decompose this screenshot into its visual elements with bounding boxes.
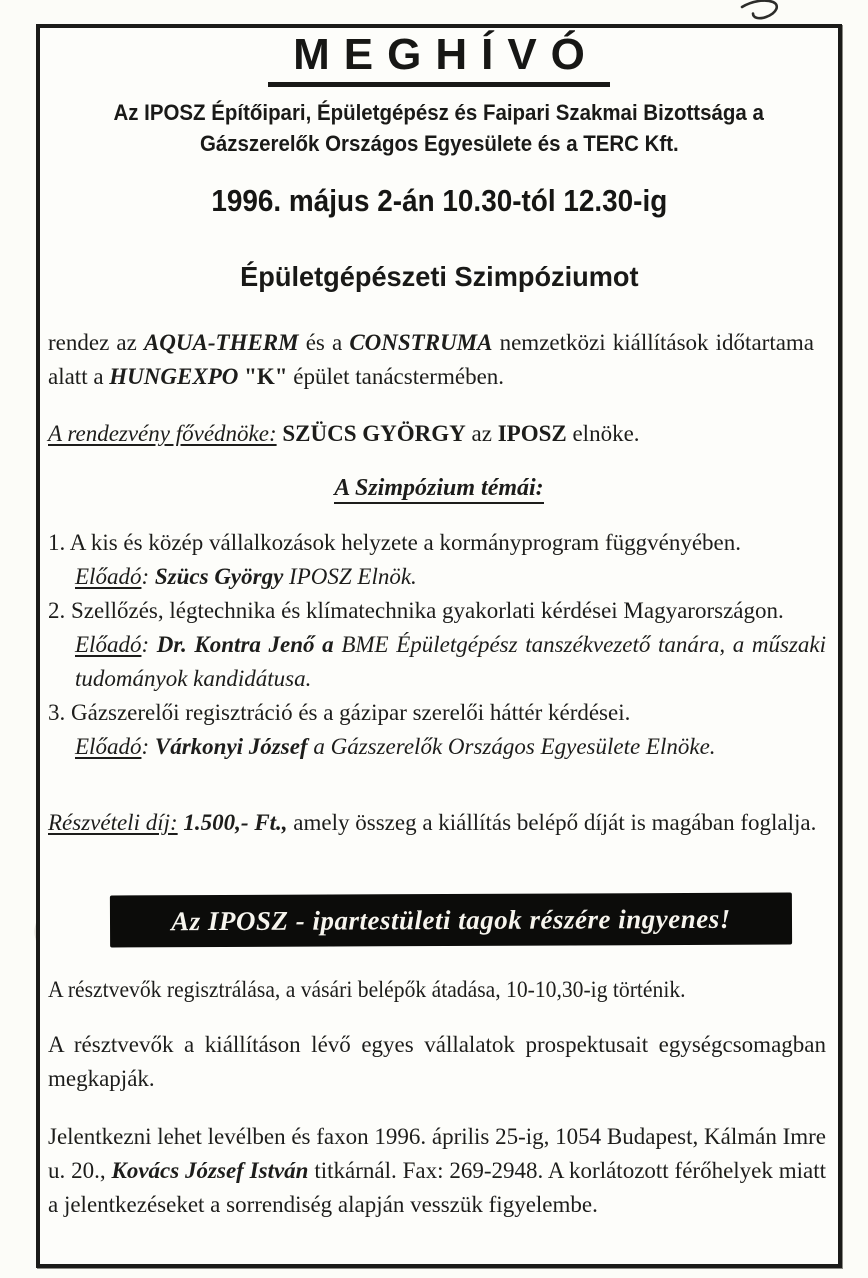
text-segment: Szücs György	[154, 564, 284, 589]
registration-line-block	[48, 973, 826, 1007]
event-date-line: 1996. május 2-án 10.30-tól 12.30-ig	[211, 183, 667, 218]
text-segment: és a	[298, 330, 350, 355]
text-segment: Előadó	[75, 564, 142, 589]
text-segment: A rendezvény fővédnöke:	[48, 421, 277, 446]
text-segment: :	[141, 734, 155, 759]
text-segment: Jelentkezni lehet levélben és faxon 1996. április 25-ig, 1054 Budapest, Kálmán Imre u. 20.,	[48, 1124, 826, 1183]
text-segment: CONSTRUMA	[349, 330, 493, 355]
text-segment: HUNGEXPO	[109, 364, 239, 389]
text-segment: 3.	[48, 700, 71, 725]
topic-title	[48, 696, 826, 730]
free-for-members-banner	[110, 893, 792, 948]
organizer-line-1: Az IPOSZ Építőipari, Épületgépész és Faipari Szakmai Bizottsága a	[113, 100, 765, 125]
text-segment: épület tanácstermében.	[287, 364, 505, 389]
text-segment: az	[465, 421, 498, 446]
text-segment: SZÜCS GYÖRGY	[282, 421, 466, 446]
title-underline	[268, 82, 610, 87]
text-segment: Kovács József István	[111, 1158, 309, 1183]
text-segment: :	[141, 564, 155, 589]
topic-speaker	[48, 730, 826, 764]
text-segment: amely összeg a kiállítás belépő díját is magában foglalja.	[287, 810, 817, 835]
text-segment: A kis és közép vállalkozások helyzete a kormányprogram függvényében.	[69, 530, 741, 555]
topic-title	[48, 594, 826, 628]
text-segment: 2.	[48, 598, 71, 623]
topic-item	[48, 594, 826, 696]
event-date-line-block	[40, 183, 838, 219]
text-segment: Részvételi díj:	[48, 810, 178, 835]
text-segment: rendez az	[48, 330, 144, 355]
organizer-line-2: Gázszerelők Országos Egyesülete és a TERC Kft.	[199, 131, 679, 156]
event-title-block	[40, 261, 838, 293]
text-segment: nemzetközi kiállítások időtartama alatt a	[48, 330, 815, 389]
document-title: MEGHÍVÓ	[293, 30, 599, 79]
text-segment: Előadó	[75, 734, 142, 759]
topics-heading: A Szimpózium témái:	[334, 475, 543, 504]
text-segment: AQUA-THERM	[143, 330, 299, 355]
document-content	[40, 28, 838, 1264]
registration-line: A résztvevők regisztrálása, a vásári belépők átadása, 10-10,30-ig történik.	[48, 977, 686, 1002]
text-segment: "K"	[238, 364, 288, 389]
event-title: Épületgépészeti Szimpóziumot	[239, 261, 639, 292]
text-segment: IPOSZ	[497, 421, 567, 446]
topics-list	[48, 526, 826, 764]
topics-heading-block	[40, 475, 838, 502]
text-segment: IPOSZ Elnök.	[283, 564, 417, 589]
document-border-frame	[36, 24, 842, 1268]
text-segment: Gázszerelői regisztráció és a gázipar szerelői háttér kérdései.	[71, 700, 631, 725]
topic-title	[48, 526, 826, 560]
topic-speaker	[48, 560, 826, 594]
text-segment: Dr. Kontra Jenő a	[156, 632, 334, 657]
text-segment: Szellőzés, légtechnika és klímatechnika gyakorlati kérdései Magyarországon.	[71, 598, 784, 623]
topic-item	[48, 526, 826, 594]
prospectus-paragraph: A résztvevők a kiállításon lévő egyes vállalatok prospektusait egységcsomagban megkapják.	[48, 1032, 826, 1091]
text-segment: titkárnál. Fax: 269-2948. A korlátozott férőhelyek miatt a jelentkezéseket a sorrendiség alapján vesszük figyelembe.	[48, 1158, 827, 1217]
text-segment: a Gázszerelők Országos Egyesülete Elnöke.	[307, 734, 716, 759]
text-segment: 1.	[48, 530, 70, 555]
text-segment: elnöke.	[566, 421, 640, 446]
topic-item	[48, 696, 826, 764]
fee-paragraph	[48, 806, 826, 840]
intro-paragraph	[48, 326, 814, 394]
text-segment: :	[141, 632, 157, 657]
text-segment: 1.500,- Ft.,	[183, 810, 288, 835]
text-segment: BME Épületgépész tanszékvezető tanára, a műszaki tudományok kandidátusa.	[75, 632, 826, 691]
text-segment: Előadó	[75, 632, 142, 657]
organizer-lines	[40, 97, 838, 159]
patron-line	[48, 417, 826, 451]
topic-speaker	[48, 628, 826, 696]
application-paragraph	[48, 1120, 826, 1222]
document-title-block	[40, 30, 838, 87]
banner-text: Az IPOSZ - ipartestületi tagok részére ingyenes!	[171, 903, 731, 937]
text-segment: Várkonyi József	[154, 734, 308, 759]
